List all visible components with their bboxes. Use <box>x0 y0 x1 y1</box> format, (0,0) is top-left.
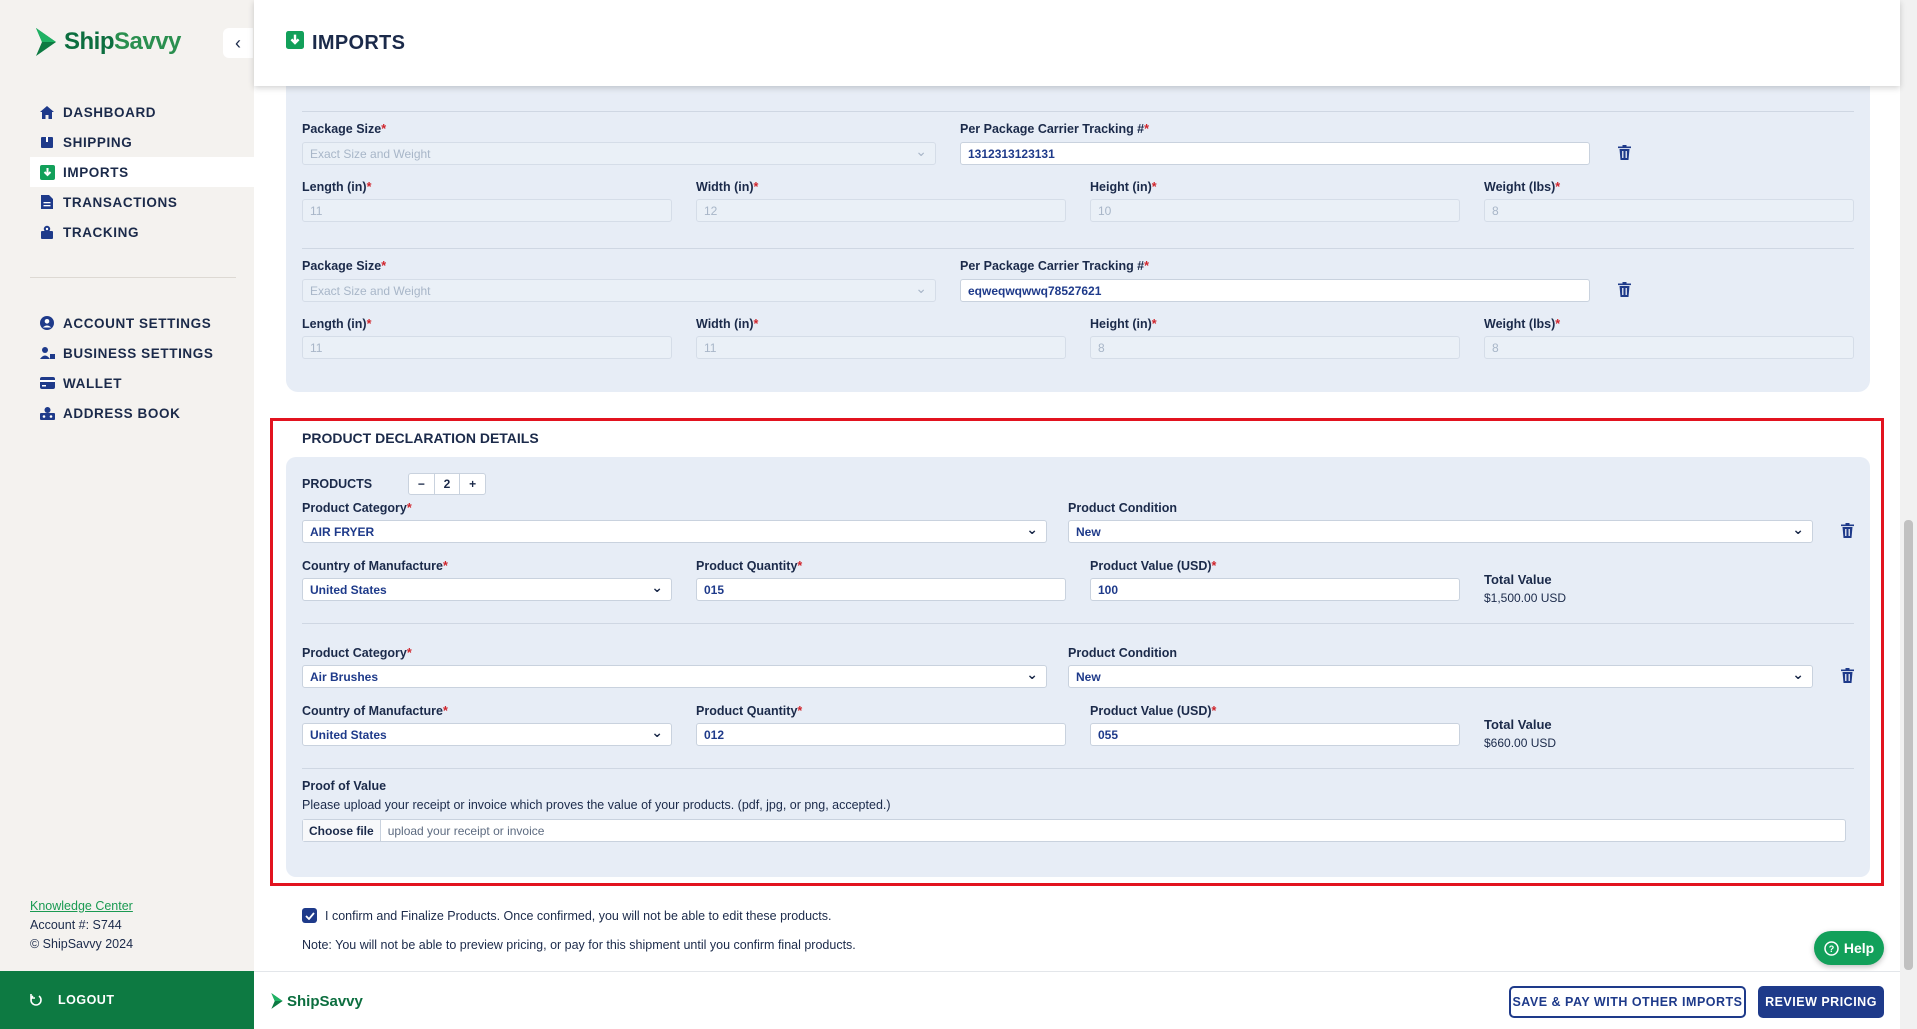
nav-item-shipping[interactable] <box>30 127 254 157</box>
country-label: Country of Manufacture* <box>302 559 448 573</box>
value-label: Product Value (USD)* <box>1090 559 1217 573</box>
condition-select[interactable]: New ⌄ <box>1068 520 1813 543</box>
confirm-row <box>302 908 832 923</box>
confirm-checkbox[interactable] <box>302 908 317 923</box>
category-select[interactable]: AIR FRYER ⌄ <box>302 520 1047 543</box>
copyright: © ShipSavvy 2024 <box>30 937 134 951</box>
delete-product-button[interactable] <box>1839 521 1855 539</box>
confirm-text: I confirm and Finalize Products. Once confirmed, you will not be able to edit these products. <box>325 908 832 923</box>
package-divider <box>302 248 1854 249</box>
quantity-label: Product Quantity* <box>696 559 803 573</box>
tracking-label: Per Package Carrier Tracking #* <box>960 259 1150 273</box>
logout-icon <box>28 992 44 1008</box>
main-nav <box>30 97 254 428</box>
sidebar <box>0 0 254 1029</box>
total-value-label: Total Value <box>1484 717 1552 732</box>
trash-icon <box>1618 282 1631 297</box>
nav-label-tracking: TRACKING <box>63 224 140 240</box>
package-size-select[interactable]: Exact Size and Weight ⌄ <box>302 279 936 302</box>
package-size-select[interactable]: Exact Size and Weight ⌄ <box>302 142 936 165</box>
quantity-input[interactable]: 012 <box>696 723 1066 746</box>
tracking-label: Per Package Carrier Tracking #* <box>960 122 1150 136</box>
box-icon <box>39 134 55 150</box>
weight-input[interactable]: 8 <box>1484 199 1854 222</box>
trash-icon <box>1618 145 1631 160</box>
main-content <box>254 86 1900 971</box>
account-number: Account #: S744 <box>30 918 122 932</box>
total-value: $660.00 USD <box>1484 736 1557 750</box>
declaration-card <box>286 457 1870 877</box>
category-select[interactable]: Air Brushes ⌄ <box>302 665 1047 688</box>
footer-logo-text: ShipSavvy <box>287 992 363 1010</box>
help-button[interactable] <box>1814 931 1884 965</box>
country-select[interactable]: United States ⌄ <box>302 578 672 601</box>
nav-item-address-book[interactable] <box>30 398 254 428</box>
nav-label-account-settings: ACCOUNT SETTINGS <box>63 315 212 331</box>
product-divider <box>302 623 1854 624</box>
chevron-left-icon: ‹ <box>235 32 241 53</box>
home-icon <box>39 104 55 120</box>
logo-arrow-icon <box>34 26 58 58</box>
trash-icon <box>1841 523 1854 538</box>
width-input[interactable]: 12 <box>696 199 1066 222</box>
nav-item-account-settings[interactable] <box>30 308 254 338</box>
tracking-input[interactable]: eqweqwqwwq78527621 <box>960 279 1590 302</box>
width-label: Width (in)* <box>696 180 759 194</box>
width-label: Width (in)* <box>696 317 759 331</box>
sidebar-footer <box>30 897 133 954</box>
document-icon <box>39 194 55 210</box>
delete-package-button[interactable] <box>1616 280 1632 298</box>
help-label: Help <box>1843 940 1875 956</box>
knowledge-center-link[interactable]: Knowledge Center <box>30 899 133 913</box>
import-icon <box>39 164 55 180</box>
pricing-note: Note: You will not be able to preview pricing, or pay for this shipment until you confirm final products. <box>302 938 856 952</box>
total-value: $1,500.00 USD <box>1484 591 1567 605</box>
country-label: Country of Manufacture* <box>302 704 448 718</box>
length-input[interactable]: 11 <box>302 336 672 359</box>
height-label: Height (in)* <box>1090 180 1157 194</box>
nav-label-business-settings: BUSINESS SETTINGS <box>63 345 214 361</box>
nav-item-wallet[interactable] <box>30 368 254 398</box>
page-header <box>254 0 1900 86</box>
height-input[interactable]: 10 <box>1090 199 1460 222</box>
length-input[interactable]: 11 <box>302 199 672 222</box>
package-size-label: Package Size* <box>302 259 387 273</box>
nav-item-dashboard[interactable] <box>30 97 254 127</box>
product-divider <box>302 768 1854 769</box>
package-divider <box>302 111 1854 112</box>
nav-label-transactions: TRANSACTIONS <box>63 194 178 210</box>
trash-icon <box>1841 668 1854 683</box>
logout-button[interactable] <box>0 971 254 1029</box>
review-pricing-button[interactable]: REVIEW PRICING <box>1758 986 1884 1018</box>
length-label: Length (in)* <box>302 317 372 331</box>
proof-file-input[interactable] <box>302 819 1846 842</box>
save-pay-button[interactable]: SAVE & PAY WITH OTHER IMPORTS <box>1509 986 1746 1018</box>
footer-bar <box>254 971 1900 1029</box>
nav-divider <box>30 277 236 278</box>
condition-select[interactable]: New ⌄ <box>1068 665 1813 688</box>
width-input[interactable]: 11 <box>696 336 1066 359</box>
svg-text:?: ? <box>1828 943 1835 954</box>
package-size-label: Package Size* <box>302 122 387 136</box>
proof-title: Proof of Value <box>302 779 387 793</box>
shipsavvy-logo[interactable] <box>34 26 181 58</box>
business-icon <box>39 345 55 361</box>
products-stepper[interactable] <box>408 473 486 495</box>
proof-description: Please upload your receipt or invoice which proves the value of your products. (pdf, jpg, or png, accepted.) <box>302 798 891 812</box>
decrement-button[interactable]: − <box>417 477 425 491</box>
condition-label: Product Condition <box>1068 646 1178 660</box>
packages-card <box>286 86 1870 392</box>
weight-label: Weight (lbs)* <box>1484 317 1561 331</box>
products-label: PRODUCTS <box>302 477 373 491</box>
help-icon <box>1824 941 1839 956</box>
products-count: 2 <box>434 474 461 494</box>
value-input[interactable]: 100 <box>1090 578 1460 601</box>
tracking-icon <box>39 224 55 240</box>
logo-text-secondary: Savvy <box>114 28 181 55</box>
nav-label-dashboard: DASHBOARD <box>63 104 157 120</box>
logout-label: LOGOUT <box>58 993 115 1007</box>
nav-item-transactions[interactable] <box>30 187 254 217</box>
nav-label-wallet: WALLET <box>63 375 123 391</box>
declaration-title: PRODUCT DECLARATION DETAILS <box>302 430 539 446</box>
tracking-input[interactable]: 1312313123131 <box>960 142 1590 165</box>
address-book-icon <box>39 405 55 421</box>
value-label: Product Value (USD)* <box>1090 704 1217 718</box>
choose-file-button[interactable]: Choose file <box>303 820 381 841</box>
nav-label-imports: IMPORTS <box>63 164 129 180</box>
height-input[interactable]: 8 <box>1090 336 1460 359</box>
height-label: Height (in)* <box>1090 317 1157 331</box>
weight-input[interactable]: 8 <box>1484 336 1854 359</box>
category-label: Product Category* <box>302 501 412 515</box>
scrollbar-thumb[interactable] <box>1904 520 1913 970</box>
length-label: Length (in)* <box>302 180 372 194</box>
value-input[interactable]: 055 <box>1090 723 1460 746</box>
quantity-label: Product Quantity* <box>696 704 803 718</box>
country-select[interactable]: United States ⌄ <box>302 723 672 746</box>
quantity-input[interactable]: 015 <box>696 578 1066 601</box>
imports-icon <box>286 31 304 55</box>
increment-button[interactable]: + <box>469 477 477 491</box>
logo-text-primary: Ship <box>64 28 114 55</box>
user-circle-icon <box>39 315 55 331</box>
category-label: Product Category* <box>302 646 412 660</box>
footer-logo <box>270 992 363 1010</box>
check-icon <box>305 912 315 920</box>
page-title: IMPORTS <box>312 31 406 54</box>
nav-item-tracking[interactable] <box>30 217 254 247</box>
collapse-sidebar-button[interactable] <box>223 28 253 58</box>
logo-arrow-icon <box>270 992 284 1010</box>
delete-product-button[interactable] <box>1839 666 1855 684</box>
delete-package-button[interactable] <box>1616 143 1632 161</box>
weight-label: Weight (lbs)* <box>1484 180 1561 194</box>
total-value-label: Total Value <box>1484 572 1552 587</box>
nav-label-address-book: ADDRESS BOOK <box>63 405 181 421</box>
condition-label: Product Condition <box>1068 501 1178 515</box>
nav-label-shipping: SHIPPING <box>63 134 133 150</box>
nav-item-imports[interactable] <box>30 157 254 187</box>
nav-item-business-settings[interactable] <box>30 338 254 368</box>
wallet-icon <box>39 375 55 391</box>
file-placeholder: upload your receipt or invoice <box>387 824 545 838</box>
